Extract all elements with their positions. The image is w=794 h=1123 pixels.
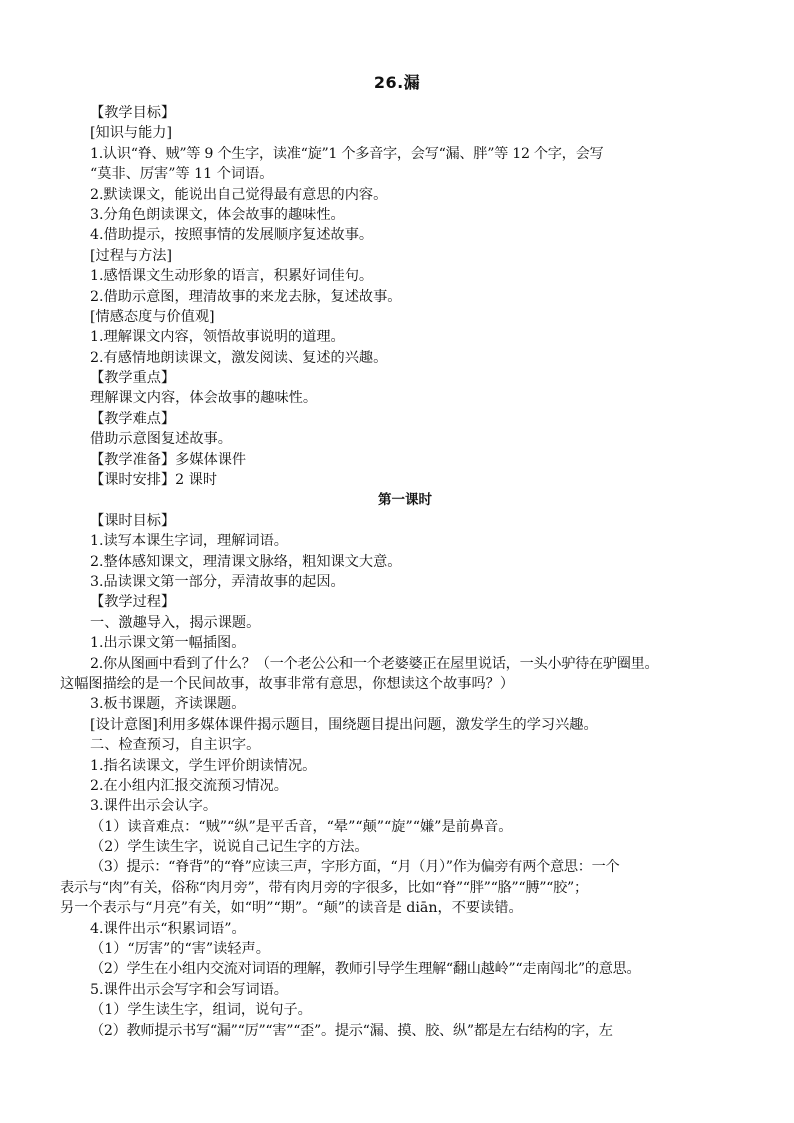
text-line: 1.出示课文第一幅插图。 xyxy=(90,635,246,652)
text-line: 【课时安排】2 课时 xyxy=(90,472,218,489)
text-line: 1.认识“脊、贼”等 9 个生字，读准“旋”1 个多音字，会写“漏、胖”等 12 个字，会写 xyxy=(90,145,604,162)
text-line: 1.感悟课文生动形象的语言，积累好词佳句。 xyxy=(90,268,374,285)
text-line: 2.整体感知课文，理清课文脉络，粗知课文大意。 xyxy=(90,553,402,570)
text-line: [情感态度与价值观] xyxy=(90,308,215,325)
text-line: 另一个表示与“月亮”有关，如“明”“期”。“颠”的读音是 diān，不要读错。 xyxy=(60,900,523,917)
text-line: 2.你从图画中看到了什么？（一个老公公和一个老婆婆正在屋里说话，一头小驴待在驴圈里。 xyxy=(90,655,659,672)
text-line: 2.借助示意图，理清故事的来龙去脉，复述故事。 xyxy=(90,288,402,305)
text-line: 1.读写本课生字词，理解词语。 xyxy=(90,533,288,550)
text-line: 【课时目标】 xyxy=(90,512,176,529)
text-line: （2）学生在小组内交流对词语的理解，教师引导学生理解“翻山越岭”“走南闯北”的意思。 xyxy=(90,961,641,978)
document-body xyxy=(60,103,750,1041)
text-line: 5.课件出示会写字和会写词语。 xyxy=(90,981,288,998)
text-line: 一、激趣导入，揭示课题。 xyxy=(90,614,261,631)
document-title: 26.漏 xyxy=(373,73,421,92)
text-line: （2）学生读生字，说说自己记生字的方法。 xyxy=(90,839,369,856)
text-line: 2.默读课文，能说出自己觉得最有意思的内容。 xyxy=(90,186,388,203)
text-line: 【教学难点】 xyxy=(90,410,176,427)
text-line: 3.品读课文第一部分，弄清故事的起因。 xyxy=(90,573,345,590)
text-line: 二、检查预习，自主识字。 xyxy=(90,737,261,754)
text-line: （1）“厉害”的“害”读轻声。 xyxy=(90,941,270,958)
text-line: 3.板书课题，齐读课题。 xyxy=(90,696,246,713)
text-line: [知识与能力] xyxy=(90,125,173,142)
text-line: 2.在小组内汇报交流预习情况。 xyxy=(90,777,288,794)
text-line: 借助示意图复述故事。 xyxy=(90,431,232,448)
text-line: 1.指名读课文，学生评价朗读情况。 xyxy=(90,757,317,774)
text-line: 理解课文内容，体会故事的趣味性。 xyxy=(90,390,318,407)
text-line: 【教学准备】多媒体课件 xyxy=(90,451,247,468)
text-line: 【教学目标】 xyxy=(90,105,176,121)
text-line: 3.分角色朗读课文，体会故事的趣味性。 xyxy=(90,206,345,223)
text-line: 2.有感情地朗读课文，激发阅读、复述的兴趣。 xyxy=(90,349,388,366)
text-line: （3）提示：“脊背”的“脊”应读三声，字形方面，“月（月）”作为偏旁有两个意思：一个 xyxy=(90,859,620,876)
text-line: 3.课件出示会认字。 xyxy=(90,798,218,815)
text-line: [过程与方法] xyxy=(90,247,173,264)
text-line: 4.课件出示“积累词语”。 xyxy=(90,920,246,937)
text-line: 【教学重点】 xyxy=(90,370,176,387)
text-line: [设计意图]利用多媒体课件揭示题目，围绕题目提出问题，激发学生的学习兴趣。 xyxy=(90,716,598,733)
text-line: （1）学生读生字，组词，说句子。 xyxy=(90,1002,312,1019)
text-line: “莫非、厉害”等 11 个词语。 xyxy=(90,166,274,183)
section-heading: 第一课时 xyxy=(378,492,432,509)
text-line: 1.理解课文内容，领悟故事说明的道理。 xyxy=(90,329,345,346)
text-line: （2）教师提示书写“漏”“厉”“害”“歪”。提示“漏、摸、胶、纵”都是左右结构的字，左 xyxy=(90,1022,613,1039)
text-line: 4.借助提示，按照事情的发展顺序复述故事。 xyxy=(90,227,374,244)
text-line: 这幅图描绘的是一个民间故事，故事非常有意思，你想读这个故事吗？） xyxy=(60,675,515,692)
text-line: 表示与“肉”有关，俗称“肉月旁”，带有肉月旁的字很多，比如“脊”“胖”“胳”“膊”“胶”； xyxy=(60,879,588,896)
text-line: （1）读音难点：“贼”“纵”是平舌音，“晕”“颠”“旋”“嫌”是前鼻音。 xyxy=(90,818,513,835)
text-line: 【教学过程】 xyxy=(90,594,176,611)
